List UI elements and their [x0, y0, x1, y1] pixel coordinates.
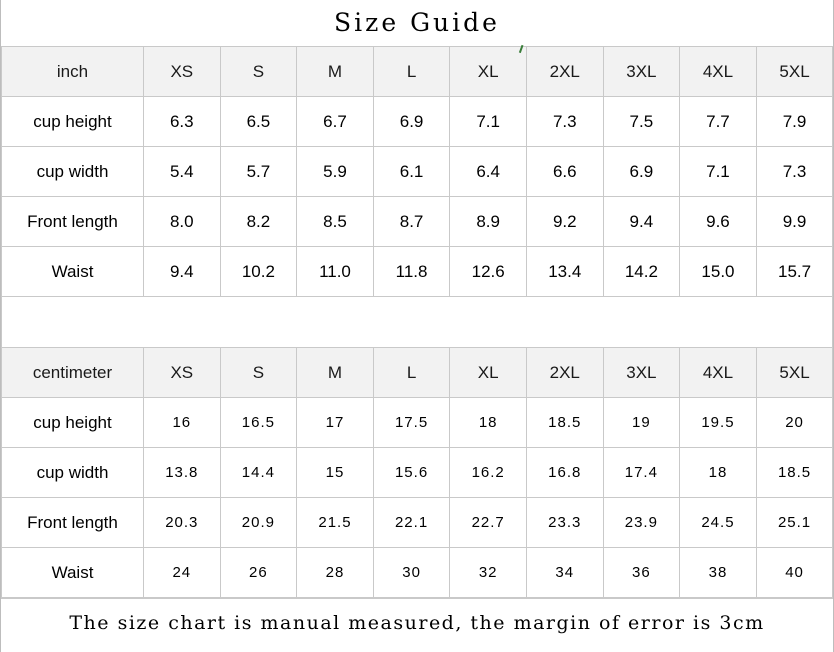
- cell: 24.5: [680, 498, 757, 548]
- centimeter-size-table: [1, 347, 833, 598]
- size-header-l: L: [373, 47, 450, 97]
- row-label-cup-width-cm: cup width: [2, 448, 144, 498]
- cell: 8.9: [450, 197, 527, 247]
- page-title: Size Guide: [334, 8, 500, 37]
- size-header-5xl: 5XL: [756, 348, 833, 398]
- row-label-cup-width-inch: cup width: [2, 147, 144, 197]
- cell: 9.2: [526, 197, 603, 247]
- cell: 9.4: [603, 197, 680, 247]
- cell: 17.4: [603, 448, 680, 498]
- table-row: [2, 498, 833, 548]
- cell: 7.3: [756, 147, 833, 197]
- table-row: [2, 147, 833, 197]
- cell: 18.5: [526, 398, 603, 448]
- cell: 10.2: [220, 247, 297, 297]
- cell: 13.8: [144, 448, 221, 498]
- cell: 15.6: [373, 448, 450, 498]
- cell: 9.9: [756, 197, 833, 247]
- cell: 7.7: [680, 97, 757, 147]
- row-label-waist-inch: Waist: [2, 247, 144, 297]
- cell: 25.1: [756, 498, 833, 548]
- cell: 9.6: [680, 197, 757, 247]
- cell: 11.8: [373, 247, 450, 297]
- cell: 6.6: [526, 147, 603, 197]
- size-header-2xl: 2XL: [526, 47, 603, 97]
- cell: 30: [373, 548, 450, 598]
- cell: 21.5: [297, 498, 374, 548]
- cell: 15.0: [680, 247, 757, 297]
- row-label-front-length-cm: Front length: [2, 498, 144, 548]
- cell: 19.5: [680, 398, 757, 448]
- cell: 19: [603, 398, 680, 448]
- cell: 13.4: [526, 247, 603, 297]
- size-header-xs: XS: [144, 47, 221, 97]
- table-gap-spacer: [1, 297, 833, 347]
- cell: 34: [526, 548, 603, 598]
- cell: 7.1: [680, 147, 757, 197]
- cell: 6.5: [220, 97, 297, 147]
- cell: 16.5: [220, 398, 297, 448]
- cell: 16.8: [526, 448, 603, 498]
- row-label-waist-cm: Waist: [2, 548, 144, 598]
- table-row: [2, 197, 833, 247]
- size-header-3xl: 3XL: [603, 348, 680, 398]
- cell: 12.6: [450, 247, 527, 297]
- cell: 38: [680, 548, 757, 598]
- cell: 8.2: [220, 197, 297, 247]
- table-header-row: [2, 348, 833, 398]
- cell: 17: [297, 398, 374, 448]
- cell: 6.4: [450, 147, 527, 197]
- table-header-row: [2, 47, 833, 97]
- cell: 6.3: [144, 97, 221, 147]
- cell: 7.3: [526, 97, 603, 147]
- cell: 32: [450, 548, 527, 598]
- cell: 20.9: [220, 498, 297, 548]
- cell: 17.5: [373, 398, 450, 448]
- size-header-xl: XL: [450, 47, 527, 97]
- row-label-front-length-inch: Front length: [2, 197, 144, 247]
- cell: 5.7: [220, 147, 297, 197]
- cell: 5.9: [297, 147, 374, 197]
- cell: 40: [756, 548, 833, 598]
- cell: 16.2: [450, 448, 527, 498]
- cell: 7.9: [756, 97, 833, 147]
- cell: 7.1: [450, 97, 527, 147]
- size-header-xl: XL: [450, 348, 527, 398]
- table-row: [2, 247, 833, 297]
- size-header-s: S: [220, 348, 297, 398]
- cell: 14.2: [603, 247, 680, 297]
- cell: 28: [297, 548, 374, 598]
- cell: 22.7: [450, 498, 527, 548]
- unit-label-centimeter: centimeter: [2, 348, 144, 398]
- cell: 15.7: [756, 247, 833, 297]
- measurement-disclaimer: The size chart is manual measured, the margin of error is 3cm: [1, 598, 833, 646]
- cell: 8.5: [297, 197, 374, 247]
- cell: 7.5: [603, 97, 680, 147]
- cell: 6.9: [603, 147, 680, 197]
- size-header-3xl: 3XL: [603, 47, 680, 97]
- size-header-m: M: [297, 47, 374, 97]
- cell: 11.0: [297, 247, 374, 297]
- size-header-m: M: [297, 348, 374, 398]
- size-header-2xl: 2XL: [526, 348, 603, 398]
- cell: 23.3: [526, 498, 603, 548]
- cell: 14.4: [220, 448, 297, 498]
- cell: 5.4: [144, 147, 221, 197]
- cell: 6.1: [373, 147, 450, 197]
- size-header-s: S: [220, 47, 297, 97]
- cell: 24: [144, 548, 221, 598]
- cell: 23.9: [603, 498, 680, 548]
- size-header-4xl: 4XL: [680, 47, 757, 97]
- cell: 6.7: [297, 97, 374, 147]
- cell: 18: [450, 398, 527, 448]
- cell: 26: [220, 548, 297, 598]
- cell: 8.7: [373, 197, 450, 247]
- cell: 16: [144, 398, 221, 448]
- table-row: [2, 448, 833, 498]
- unit-label-inch: inch: [2, 47, 144, 97]
- cell: 15: [297, 448, 374, 498]
- cell: 36: [603, 548, 680, 598]
- table-row: [2, 398, 833, 448]
- size-header-xs: XS: [144, 348, 221, 398]
- table-row: [2, 97, 833, 147]
- size-header-4xl: 4XL: [680, 348, 757, 398]
- row-label-cup-height-inch: cup height: [2, 97, 144, 147]
- cell: 9.4: [144, 247, 221, 297]
- cell: 18.5: [756, 448, 833, 498]
- row-label-cup-height-cm: cup height: [2, 398, 144, 448]
- cell: 20.3: [144, 498, 221, 548]
- cell: 18: [680, 448, 757, 498]
- inch-size-table: [1, 46, 833, 297]
- cell: 6.9: [373, 97, 450, 147]
- cell: 20: [756, 398, 833, 448]
- cell: 8.0: [144, 197, 221, 247]
- size-header-l: L: [373, 348, 450, 398]
- table-row: [2, 548, 833, 598]
- cell: 22.1: [373, 498, 450, 548]
- size-header-5xl: 5XL: [756, 47, 833, 97]
